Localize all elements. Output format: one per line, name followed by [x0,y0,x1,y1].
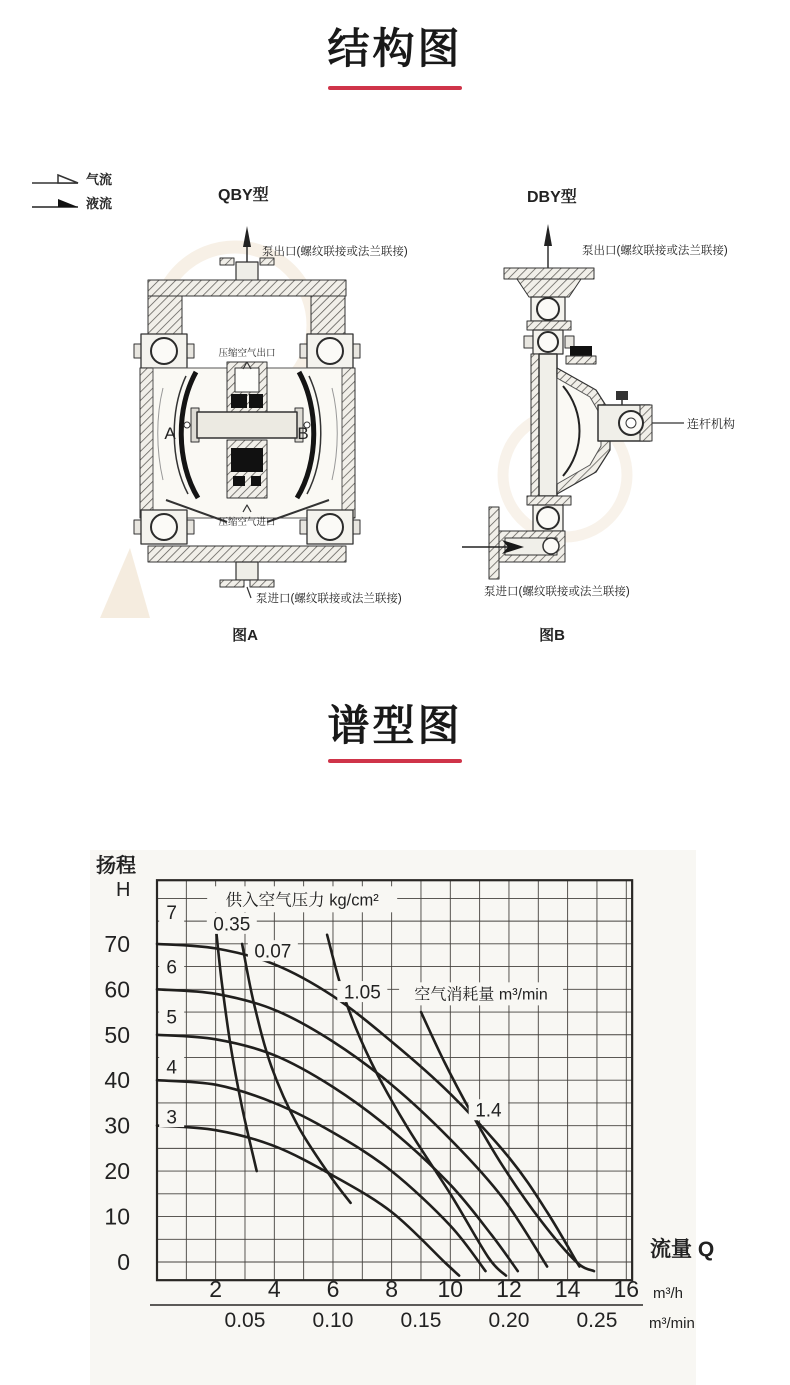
head-curve-label-4: 4 [166,1057,177,1079]
legend-liquid-label: 液流 [86,195,113,211]
y-tick-70: 70 [104,930,130,957]
x-tick2-0.25: 0.25 [576,1309,618,1332]
air-curve-label-1.05: 1.05 [343,982,381,1004]
x-tick-6: 6 [326,1276,340,1302]
qby-caption: 图A [232,627,258,644]
x-tick2-0.20: 0.20 [488,1309,530,1332]
dby-pump-diagram [462,224,684,579]
x-tick-8: 8 [385,1276,399,1302]
y-tick-0: 0 [117,1249,130,1275]
x-axis-title: 流量 Q [650,1238,715,1261]
y-tick-20: 20 [104,1158,130,1185]
y-tick-50: 50 [104,1021,130,1048]
spectrum-title-underline [328,759,462,763]
y-axis-title: 扬程 [96,855,136,877]
qby-chamber-b-label: B [297,424,309,443]
structure-title-underline [328,86,462,90]
qby-chamber-a-label: A [164,424,176,443]
x-tick-12: 12 [496,1276,522,1302]
x-unit-secondary: m³/min [649,1315,695,1332]
x-unit-primary: m³/h [653,1285,683,1302]
x-tick2-0.10: 0.10 [312,1309,354,1332]
dby-outlet-label: 泵出口(螺纹联接或法兰联接) [582,245,728,257]
air-curve-label-0.35: 0.35 [213,914,251,936]
air-curve-label-1.4: 1.4 [475,1100,502,1122]
qby-air-inlet-label: 压缩空气进口 [218,517,276,528]
head-curve-label-5: 5 [166,1007,177,1029]
head-curve-label-6: 6 [166,957,177,979]
qby-air-outlet-label: 压缩空气出口 [218,348,276,359]
y-axis-symbol: H [116,879,131,901]
qby-pump-diagram [134,226,360,598]
spectrum-section-title: 谱型图 [327,702,463,749]
x-tick-2: 2 [209,1276,223,1302]
head-curve-label-3: 3 [166,1107,177,1129]
x-tick2-0.05: 0.05 [224,1309,266,1332]
structure-diagrams [0,150,790,650]
qby-type-label: QBY型 [218,187,269,204]
dby-type-label: DBY型 [527,189,577,206]
qby-inlet-label: 泵进口(螺纹联接或法兰联接) [256,593,402,605]
dby-rod-label: 连杆机构 [687,417,736,431]
head-curve-label-7: 7 [166,903,177,925]
dby-caption: 图B [539,627,565,644]
x-tick-4: 4 [267,1276,281,1302]
x-tick-16: 16 [613,1276,640,1302]
x-tick-10: 10 [437,1276,464,1302]
air-curve-label-0.07: 0.07 [254,941,292,963]
x-tick2-0.15: 0.15 [400,1309,442,1332]
performance-chart [0,850,790,1385]
legend-air-label: 气流 [86,171,113,187]
y-tick-60: 60 [104,976,130,1003]
x-tick-14: 14 [554,1276,581,1302]
y-tick-40: 40 [104,1067,130,1094]
qby-outlet-label: 泵出口(螺纹联接或法兰联接) [262,246,408,258]
pressure-header-label: 供入空气压力 kg/cm² [225,891,379,910]
y-tick-10: 10 [104,1203,130,1230]
air-consumption-header-label: 空气消耗量 m³/min [414,986,548,1004]
y-tick-30: 30 [104,1112,130,1139]
dby-inlet-label: 泵进口(螺纹联接或法兰联接) [484,586,630,598]
structure-section-title: 结构图 [327,25,463,72]
